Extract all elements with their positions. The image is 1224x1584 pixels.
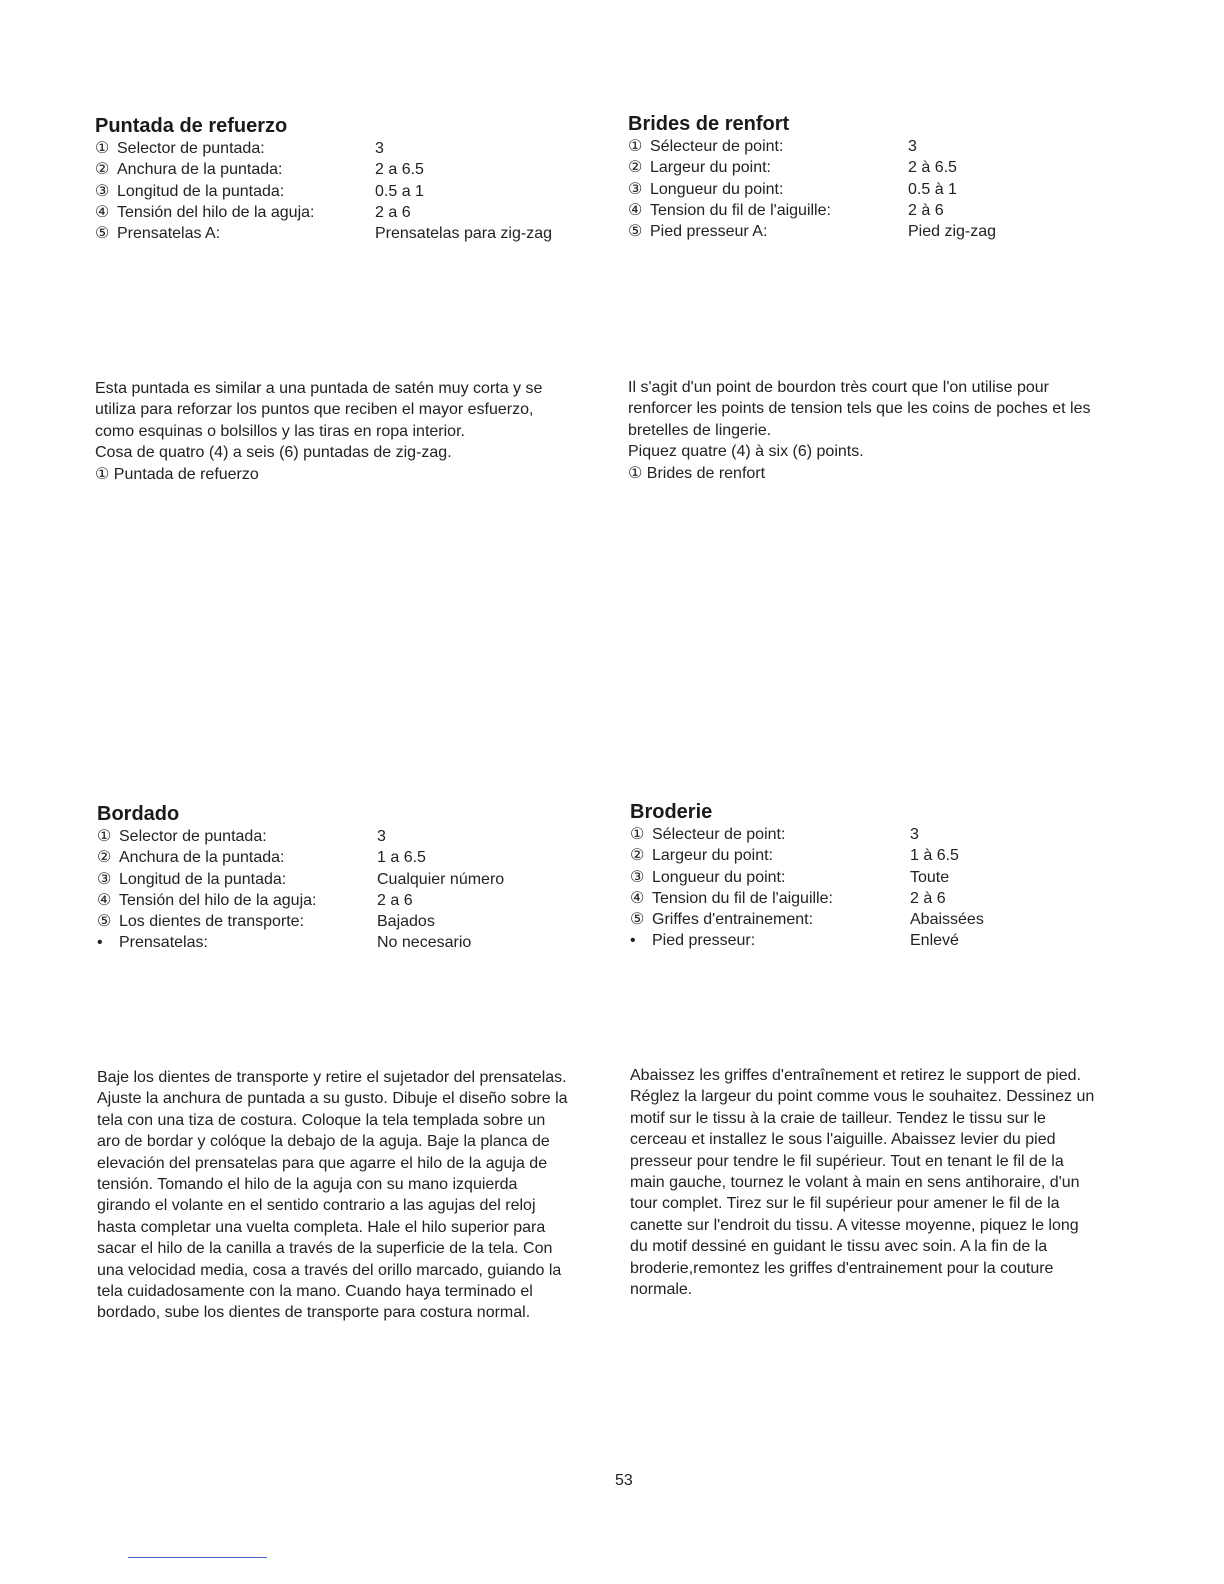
setting-label: Sélecteur de point:: [652, 826, 786, 843]
setting-row: [630, 867, 1170, 888]
setting-row: [628, 136, 1168, 157]
item-number-marker: ⑤: [630, 911, 645, 929]
setting-value: 3: [375, 140, 384, 157]
setting-value: 2 a 6: [377, 891, 413, 909]
paragraph-line: girando el volante en el sentido contrario a las agujas del reloj: [97, 1197, 536, 1215]
setting-row: [628, 157, 1168, 178]
paragraph-line: ① Brides de renfort: [628, 464, 766, 482]
setting-row: [630, 845, 1170, 866]
setting-row: [95, 138, 635, 159]
paragraph-line: Abaissez les griffes d'entraînement et retirez le support de pied.: [630, 1067, 1082, 1084]
setting-row: [97, 869, 637, 890]
item-number-marker: ④: [628, 201, 643, 219]
item-number-marker: ①: [630, 826, 645, 843]
setting-label: Longitud de la puntada:: [117, 182, 285, 200]
setting-value: 1 a 6.5: [377, 849, 426, 867]
item-number-marker: ②: [630, 847, 645, 865]
paragraph-line: tour complet. Tirez sur le fil supérieur pour amener le fil de la: [630, 1195, 1060, 1213]
setting-row: [630, 909, 1170, 930]
paragraph-line: Réglez la largeur du point comme vous le souhaitez. Dessinez un: [630, 1088, 1095, 1106]
setting-label: Los dientes de transporte:: [119, 913, 305, 931]
item-number-marker: ①: [95, 140, 110, 157]
setting-label: Griffes d'entrainement:: [652, 911, 814, 929]
setting-row: [97, 890, 637, 911]
setting-row: [97, 847, 637, 868]
setting-label: Pied presseur A:: [650, 223, 768, 241]
paragraph-line: normale.: [630, 1280, 693, 1298]
paragraph-line: sacar el hilo de la canilla a través de la superficie de la tela. Con: [97, 1240, 553, 1258]
setting-value: Pied zig-zag: [908, 223, 997, 241]
setting-label: Tensión del hilo de la aguja:: [117, 203, 315, 221]
paragraph-line: hasta completar una vuelta completa. Hale el hilo superior para: [97, 1218, 546, 1236]
item-number-marker: ④: [97, 891, 112, 909]
setting-value: Enlevé: [910, 932, 959, 950]
item-number-marker: ②: [95, 161, 110, 179]
item-number-marker: ②: [628, 159, 643, 177]
item-number-marker: ①: [628, 138, 643, 155]
section-puntada-de-refuerzo: [95, 114, 635, 244]
item-number-marker: ③: [97, 870, 112, 888]
paragraph-bordado: [97, 1067, 637, 1324]
setting-label: Pied presseur:: [652, 932, 756, 950]
setting-row: [97, 932, 637, 953]
setting-value: 3: [908, 138, 917, 155]
setting-label: Selector de puntada:: [119, 828, 267, 845]
paragraph-line: renforcer les points de tension tels que les coins de poches et les: [628, 400, 1091, 418]
paragraph-line: Baje los dientes de transporte y retire el sujetador del prensatelas.: [97, 1069, 567, 1086]
setting-row: [95, 181, 635, 202]
paragraph-line: Il s'agit d'un point de bourdon très court que l'on utilise pour: [628, 379, 1049, 396]
setting-value: Bajados: [377, 913, 435, 931]
setting-row: [97, 826, 637, 847]
paragraph-line: motif sur le tissu à la craie de tailleur. Tendez le tissu sur le: [630, 1109, 1046, 1127]
paragraph-line: canette sur l'endroit du tissu. A vitesse moyenne, piquez le long: [630, 1216, 1079, 1234]
setting-label: Anchura de la puntada:: [117, 161, 283, 179]
setting-label: Anchura de la puntada:: [119, 849, 285, 867]
setting-value: 2 a 6: [375, 203, 411, 221]
setting-row: [95, 159, 635, 180]
paragraph-line: Ajuste la anchura de puntada a su gusto. Dibuje el diseño sobre la: [97, 1090, 568, 1108]
paragraph-line: utiliza para reforzar los puntos que reciben el mayor esfuerzo,: [95, 401, 534, 419]
section-brides-de-renfort: [628, 112, 1168, 242]
setting-label: Prensatelas:: [119, 934, 208, 952]
paragraph-line: cerceau et installez le sous l'aiguille. Abaissez levier du pied: [630, 1131, 1056, 1149]
paragraph-line: como esquinas o bolsillos y las tiras en ropa interior.: [95, 422, 465, 440]
setting-row: [628, 179, 1168, 200]
setting-label: Largeur du point:: [650, 159, 771, 177]
paragraph-line: tela cuidadosamente con la mano. Cuando haya terminado el: [97, 1282, 533, 1300]
setting-value: Abaissées: [910, 911, 984, 929]
setting-value: 3: [910, 826, 919, 843]
item-number-marker: ③: [95, 182, 110, 200]
setting-value: 1 à 6.5: [910, 847, 959, 865]
setting-row: [628, 221, 1168, 242]
section-broderie: [630, 800, 1170, 952]
section-bordado: [97, 802, 637, 954]
item-number-marker: •: [630, 932, 636, 950]
setting-value: Cualquier número: [377, 870, 505, 888]
setting-row: [95, 223, 635, 244]
setting-row: [630, 888, 1170, 909]
paragraph-line: ① Puntada de refuerzo: [95, 465, 259, 483]
setting-label: Longueur du point:: [652, 868, 786, 886]
item-number-marker: ③: [628, 180, 643, 198]
setting-label: Tension du fil de l'aiguille:: [652, 889, 833, 907]
paragraph-line: broderie,remontez les griffes d'entrainement pour la couture: [630, 1259, 1054, 1277]
setting-label: Longueur du point:: [650, 180, 784, 198]
setting-label: Sélecteur de point:: [650, 138, 784, 155]
paragraph-line: Cosa de quatro (4) a seis (6) puntadas de zig-zag.: [95, 444, 452, 462]
setting-row: [630, 824, 1170, 845]
setting-value: No necesario: [377, 934, 472, 952]
paragraph-line: du motif dessiné en guidant le tissu avec soin. A la fin de la: [630, 1238, 1048, 1256]
page-number: 53: [615, 1472, 633, 1489]
setting-label: Longitud de la puntada:: [119, 870, 287, 888]
setting-label: Prensatelas A:: [117, 225, 221, 243]
setting-label: Tensión del hilo de la aguja:: [119, 891, 317, 909]
section-title: Brides de renfort: [628, 113, 790, 135]
paragraph-line: presseur pour tendre le fil supérieur. Tout en tenant le fil de la: [630, 1152, 1064, 1170]
setting-value: Toute: [910, 868, 950, 886]
item-number-marker: ③: [630, 868, 645, 886]
section-title: Bordado: [97, 803, 180, 825]
setting-value: 0.5 à 1: [908, 180, 957, 198]
paragraph-broderie: [630, 1065, 1170, 1300]
setting-value: 3: [377, 828, 386, 845]
setting-value: Prensatelas para zig-zag: [375, 225, 552, 243]
paragraph-brides-de-renfort: [628, 377, 1168, 484]
setting-label: Tension du fil de l'aiguille:: [650, 201, 831, 219]
item-number-marker: ④: [630, 889, 645, 907]
setting-value: 2 à 6.5: [908, 159, 957, 177]
section-title: Puntada de refuerzo: [95, 115, 288, 137]
paragraph-line: bretelles de lingerie.: [628, 421, 772, 439]
paragraph-line: tela con una tiza de costura. Coloque la tela templada sobre un: [97, 1111, 546, 1129]
setting-label: Selector de puntada:: [117, 140, 265, 157]
item-number-marker: ⑤: [97, 913, 112, 931]
setting-value: 2 à 6: [910, 889, 946, 907]
paragraph-puntada-de-refuerzo: [95, 378, 635, 485]
item-number-marker: ⑤: [628, 223, 643, 241]
setting-row: [95, 202, 635, 223]
item-number-marker: •: [97, 934, 103, 952]
item-number-marker: ①: [97, 828, 112, 845]
section-title: Broderie: [630, 801, 713, 823]
setting-value: 2 a 6.5: [375, 161, 424, 179]
setting-row: [628, 200, 1168, 221]
item-number-marker: ④: [95, 203, 110, 221]
setting-value: 2 à 6: [908, 201, 944, 219]
paragraph-line: elevación del prensatelas para que agarre el hilo de la aguja de: [97, 1154, 548, 1172]
paragraph-line: Esta puntada es similar a una puntada de satén muy corta y se: [95, 380, 543, 397]
paragraph-line: Piquez quatre (4) à six (6) points.: [628, 443, 864, 461]
paragraph-line: tensión. Tomando el hilo de la aguja con su mano izquierda: [97, 1175, 518, 1193]
item-number-marker: ⑤: [95, 225, 110, 243]
setting-value: 0.5 a 1: [375, 182, 424, 200]
paragraph-line: main gauche, tournez le volant à main en sens antihoraire, d'un: [630, 1173, 1080, 1191]
setting-label: Largeur du point:: [652, 847, 773, 865]
setting-row: [97, 911, 637, 932]
item-number-marker: ②: [97, 849, 112, 867]
setting-row: [630, 930, 1170, 951]
paragraph-line: una velocidad media, cosa a través del orillo marcado, guiando la: [97, 1261, 562, 1279]
paragraph-line: bordado, sube los dientes de transporte para costura normal.: [97, 1304, 531, 1322]
paragraph-line: aro de bordar y colóque la debajo de la aguja. Baje la planca de: [97, 1133, 550, 1151]
footer-rule: [128, 1557, 267, 1558]
